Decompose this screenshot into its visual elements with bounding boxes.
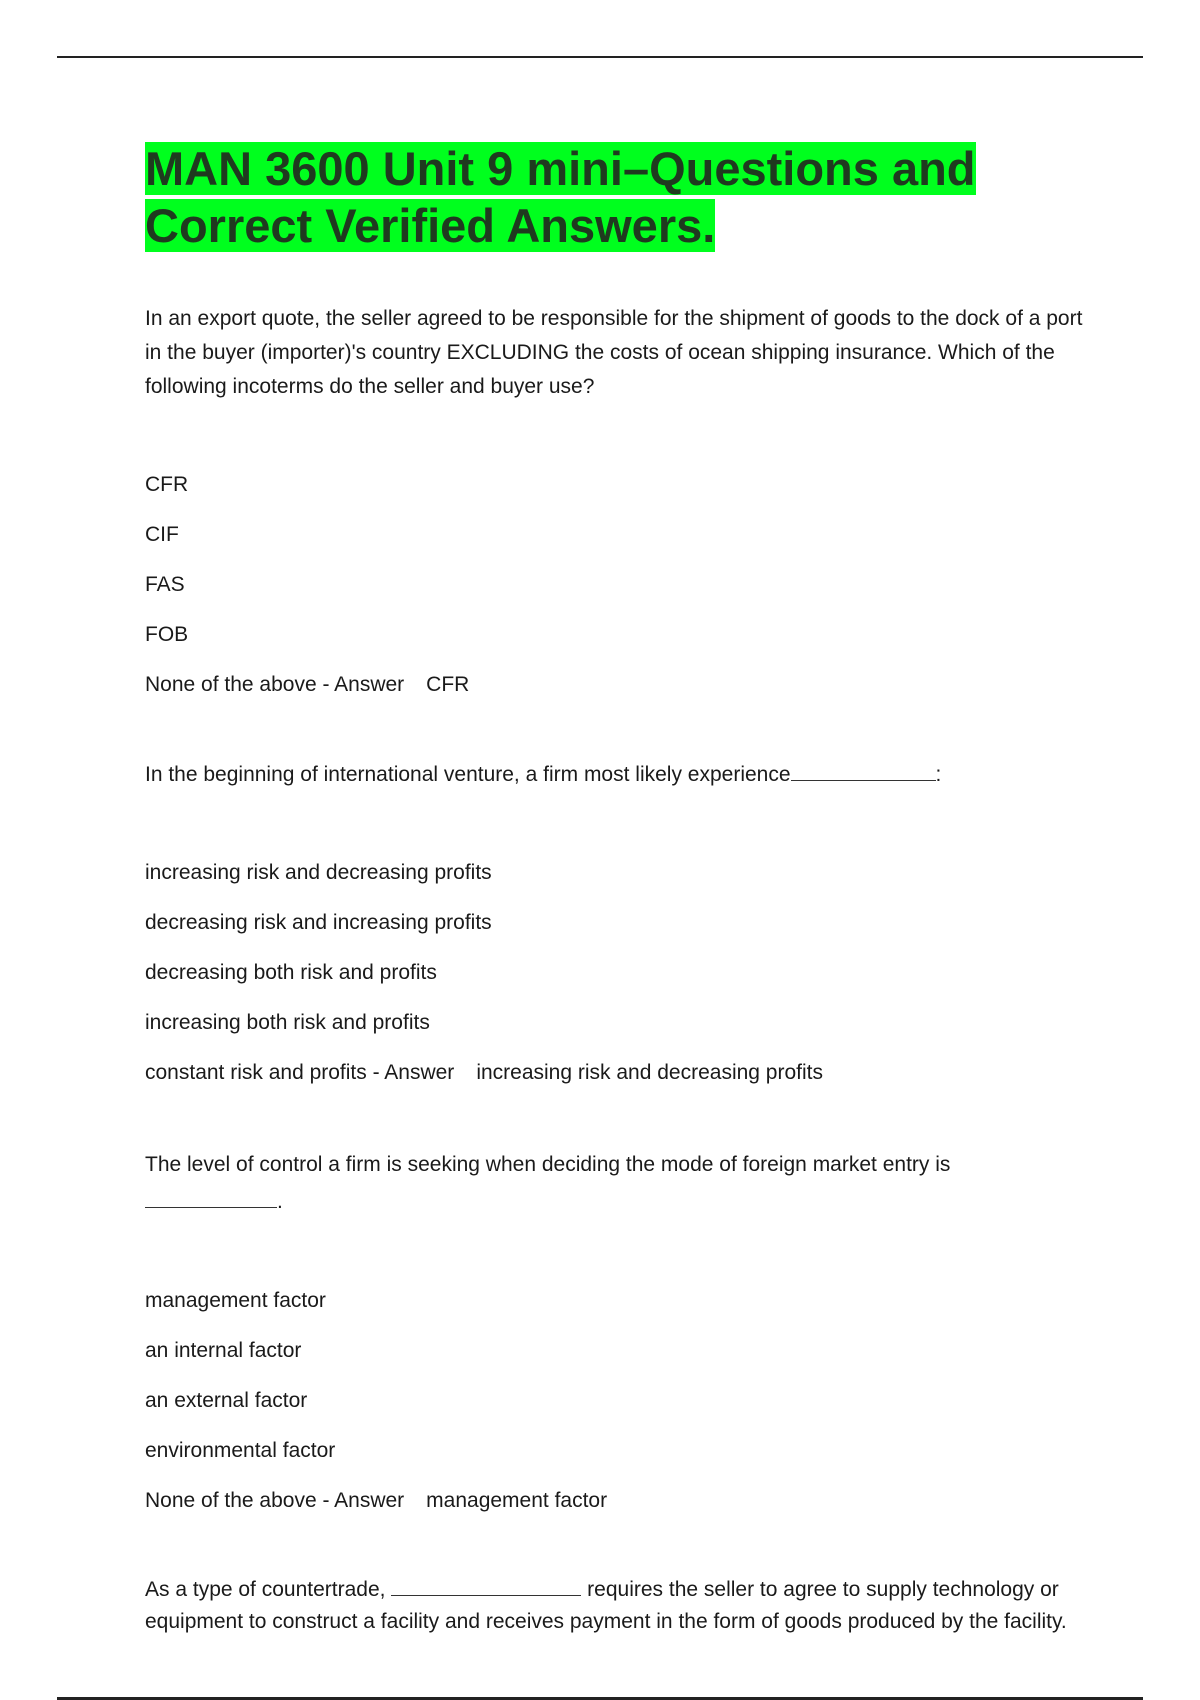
option: an internal factor <box>145 1339 302 1362</box>
option-with-answer <box>145 670 1090 700</box>
option: an external factor <box>145 1389 308 1412</box>
question-3-options <box>145 1286 1090 1516</box>
option: CFR <box>145 473 189 496</box>
answer-text: management factor <box>426 1489 608 1512</box>
document-page <box>145 140 1090 1697</box>
question-2-text <box>145 758 1090 792</box>
option: FOB <box>145 623 189 646</box>
question-2-stem: In the beginning of international venture, a firm most likely experience <box>145 763 791 786</box>
question-3-text <box>145 1146 1090 1220</box>
question-4-stem: As a type of countertrade, <box>145 1578 386 1601</box>
question-4-stem-end: requires the seller to agree to supply technology or equipment to construct a facility and receives payment in the form of goods produced by the facility. <box>145 1578 1067 1633</box>
title-line-1: MAN 3600 Unit 9 mini–Questions and <box>145 142 976 195</box>
answer-blank <box>391 1575 581 1596</box>
option: management factor <box>145 1289 326 1312</box>
option: increasing risk and decreasing profits <box>145 861 492 884</box>
question-4-text <box>145 1574 1090 1638</box>
answer-text: CFR <box>426 673 470 696</box>
title-line-2: Correct Verified Answers. <box>145 199 716 252</box>
option: decreasing both risk and profits <box>145 961 437 984</box>
option: CIF <box>145 523 179 546</box>
header-rule <box>57 56 1143 58</box>
last-option-label: None of the above - Answer <box>145 1489 405 1512</box>
question-2-stem-end: : <box>935 763 942 786</box>
answer-text: increasing risk and decreasing profits <box>476 1061 823 1084</box>
option: FAS <box>145 573 185 596</box>
option-with-answer <box>145 1058 1090 1088</box>
option: environmental factor <box>145 1439 336 1462</box>
answer-blank <box>145 1187 277 1208</box>
question-1-options <box>145 470 1090 700</box>
question-2-options <box>145 858 1090 1088</box>
question-1-text: In an export quote, the seller agreed to be responsible for the shipment of goods to the dock of a port in the buyer (importer)'s country EXCLUDING the costs of ocean shipping insurance. Which of the following incoterms do the seller and buyer use? <box>145 307 1083 398</box>
document-title <box>145 140 1090 254</box>
answer-blank <box>791 760 936 781</box>
question-3-stem-end: . <box>277 1190 283 1213</box>
option-with-answer <box>145 1486 1090 1516</box>
last-option-label: None of the above - Answer <box>145 673 405 696</box>
last-option-label: constant risk and profits - Answer <box>145 1061 455 1084</box>
option: decreasing risk and increasing profits <box>145 911 492 934</box>
option: increasing both risk and profits <box>145 1011 430 1034</box>
question-3-stem: The level of control a firm is seeking when deciding the mode of foreign market entry is <box>145 1153 951 1176</box>
